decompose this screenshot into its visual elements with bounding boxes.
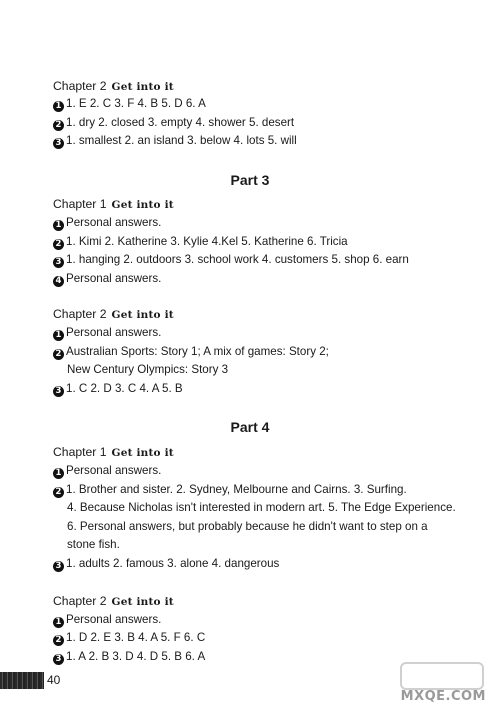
answer-text: 1. adults 2. famous 3. alone 4. dangerous (66, 557, 280, 570)
chapter-heading (53, 594, 174, 610)
answer-line (53, 612, 161, 628)
number-badge-icon: 1 (53, 468, 64, 479)
answer-text: Personal answers. (66, 326, 162, 339)
number-badge-icon: 1 (53, 617, 64, 628)
answer-text: Personal answers. (66, 464, 162, 477)
page-number: 40 (47, 673, 61, 687)
answer-text: 1. hanging 2. outdoors 3. school work 4. customers 5. shop 6. earn (66, 253, 409, 266)
page-edge-bar (0, 672, 44, 689)
answer-line-continued (67, 519, 428, 534)
number-badge-icon: 2 (53, 120, 64, 131)
chapter-label: Chapter 1 (53, 197, 107, 211)
answer-text: Personal answers. (66, 613, 162, 626)
answer-text: 1. Brother and sister. 2. Sydney, Melbourne and Cairns. 3. Surfing. (66, 483, 407, 496)
answer-line-continued (67, 500, 456, 515)
answer-line-continued (67, 537, 120, 552)
watermark-logo-icon (400, 662, 484, 690)
chapter-tag: Get into it (111, 199, 174, 211)
answer-line (53, 556, 279, 572)
part-heading: Part 4 (230, 419, 270, 435)
answer-line (53, 649, 205, 665)
chapter-tag: Get into it (111, 309, 174, 321)
number-badge-icon: 4 (53, 276, 64, 287)
number-badge-icon: 3 (53, 257, 64, 268)
chapter-label: Chapter 2 (53, 307, 107, 321)
number-badge-icon: 2 (53, 349, 64, 360)
number-badge-icon: 1 (53, 101, 64, 112)
answer-line (53, 463, 161, 479)
number-badge-icon: 1 (53, 220, 64, 231)
watermark-text: MXQE.COM (400, 689, 486, 704)
answer-line (53, 344, 329, 360)
number-badge-icon: 2 (53, 487, 64, 498)
answer-line (53, 630, 205, 646)
answer-text: 1. Kimi 2. Katherine 3. Kylie 4.Kel 5. Katherine 6. Tricia (66, 235, 348, 248)
answer-line (53, 234, 348, 250)
answer-line (53, 215, 161, 231)
chapter-label: Chapter 1 (53, 445, 107, 459)
answer-line (53, 96, 206, 112)
answer-text: Personal answers. (66, 216, 162, 229)
answer-text: Personal answers. (66, 272, 162, 285)
number-badge-icon: 2 (53, 239, 64, 250)
number-badge-icon: 3 (53, 561, 64, 572)
chapter-tag: Get into it (111, 81, 174, 93)
answer-text: 1. D 2. E 3. B 4. A 5. F 6. C (66, 631, 206, 644)
answer-line (53, 133, 297, 149)
number-badge-icon: 3 (53, 138, 64, 149)
answer-line (53, 252, 409, 268)
answer-text: Australian Sports: Story 1; A mix of games: Story 2; (66, 345, 329, 358)
answer-line (53, 381, 183, 397)
answer-text: 6. Personal answers, but probably because he didn't want to step on a (67, 520, 428, 533)
answer-text: New Century Olympics: Story 3 (67, 363, 229, 376)
number-badge-icon: 2 (53, 635, 64, 646)
answer-text: stone fish. (67, 538, 120, 551)
chapter-tag: Get into it (111, 447, 174, 459)
answer-text: 1. A 2. B 3. D 4. D 5. B 6. A (66, 650, 206, 663)
answer-text: 1. E 2. C 3. F 4. B 5. D 6. A (66, 97, 206, 110)
chapter-heading (53, 197, 174, 213)
chapter-heading (53, 307, 174, 323)
number-badge-icon: 3 (53, 654, 64, 665)
answer-line (53, 271, 161, 287)
answer-text: 1. C 2. D 3. C 4. A 5. B (66, 382, 183, 395)
number-badge-icon: 3 (53, 386, 64, 397)
chapter-tag: Get into it (111, 596, 174, 608)
answer-line (53, 325, 161, 341)
part-heading: Part 3 (230, 172, 270, 188)
answer-text: 1. smallest 2. an island 3. below 4. lots 5. will (66, 134, 297, 147)
answer-text: 4. Because Nicholas isn't interested in modern art. 5. The Edge Experience. (67, 501, 456, 514)
answer-line (53, 115, 294, 131)
answer-text: 1. dry 2. closed 3. empty 4. shower 5. desert (66, 116, 295, 129)
answer-line (53, 482, 407, 498)
chapter-label: Chapter 2 (53, 594, 107, 608)
number-badge-icon: 1 (53, 330, 64, 341)
watermark (400, 662, 494, 706)
chapter-heading (53, 79, 174, 95)
chapter-heading (53, 445, 174, 461)
answer-line-continued (67, 362, 228, 377)
chapter-label: Chapter 2 (53, 79, 107, 93)
